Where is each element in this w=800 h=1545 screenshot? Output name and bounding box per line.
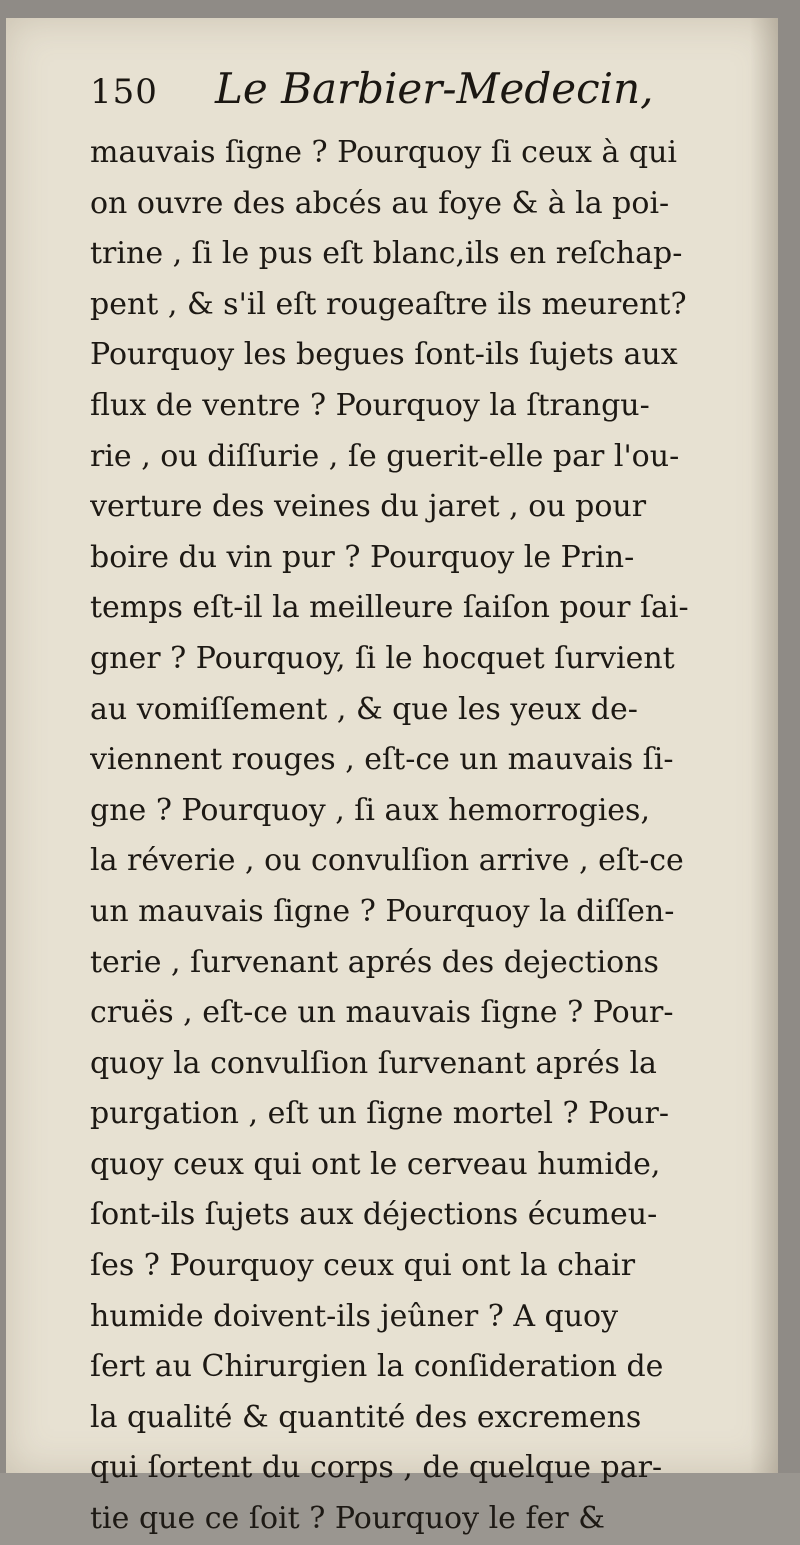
- text-line: un mauvais ſigne ? Pourquoy la diſſen-: [90, 893, 675, 929]
- text-line: terie , ſurvenant aprés des dejections: [90, 944, 659, 980]
- running-title: Le Barbier-Medecin,: [215, 64, 654, 113]
- text-line: mauvais ſigne ? Pourquoy ſi ceux à qui: [90, 135, 678, 170]
- text-line: flux de ventre ? Pourquoy la ſtrangu-: [90, 387, 650, 423]
- body-text: [90, 128, 780, 1545]
- text-line: ſert au Chirurgien la conſideration de: [90, 1349, 664, 1385]
- text-line: trine , ſi le pus eſt blanc,ils en reſchap-: [90, 236, 683, 272]
- text-line: pent , & s'il eſt rougeaſtre ils meurent?: [90, 286, 687, 322]
- text-line: rie , ou diſſurie , ſe guerit-elle par l'ou-: [90, 438, 680, 474]
- page-number: 150: [90, 72, 158, 112]
- text-line: gner ? Pourquoy, ſi le hocquet ſurvient: [90, 640, 675, 676]
- text-line: temps eſt-il la meilleure ſaiſon pour ſai-: [90, 590, 689, 626]
- text-line: cruës , eſt-ce un mauvais ſigne ? Pour-: [90, 995, 674, 1031]
- text-line: qui ſortent du corps , de quelque par-: [90, 1450, 663, 1486]
- running-head: [90, 64, 653, 124]
- text-line: boire du vin pur ? Pourquoy le Prin-: [90, 539, 635, 575]
- text-line: quoy la convulſion ſurvenant aprés la: [90, 1045, 657, 1081]
- text-line: la réverie , ou convulſion arrive , eſt-ce: [90, 843, 684, 879]
- text-line: tie que ce ſoit ? Pourquoy le fer &: [90, 1501, 605, 1537]
- text-line: la qualité & quantité des excremens: [90, 1399, 642, 1435]
- text-line: gne ? Pourquoy , ſi aux hemorrogies,: [90, 792, 650, 828]
- text-line: ſes ? Pourquoy ceux qui ont la chair: [90, 1248, 636, 1284]
- text-line: viennent rouges , eſt-ce un mauvais ſi-: [90, 742, 674, 778]
- text-line: ſont-ils ſujets aux déjections écumeu-: [90, 1197, 658, 1233]
- book-page: [6, 18, 778, 1537]
- text-line: on ouvre des abcés au foye & à la poi-: [90, 185, 670, 221]
- text-line: Pourquoy les begues ſont-ils ſujets aux: [90, 337, 678, 373]
- text-line: purgation , eſt un ſigne mortel ? Pour-: [90, 1096, 669, 1132]
- text-line: verture des veines du jaret , ou pour: [90, 489, 647, 525]
- text-line: au vomiſſement , & que les yeux de-: [90, 691, 638, 727]
- text-line: humide doivent-ils jeûner ? A quoy: [90, 1298, 619, 1334]
- text-line: quoy ceux qui ont le cerveau humide,: [90, 1146, 661, 1182]
